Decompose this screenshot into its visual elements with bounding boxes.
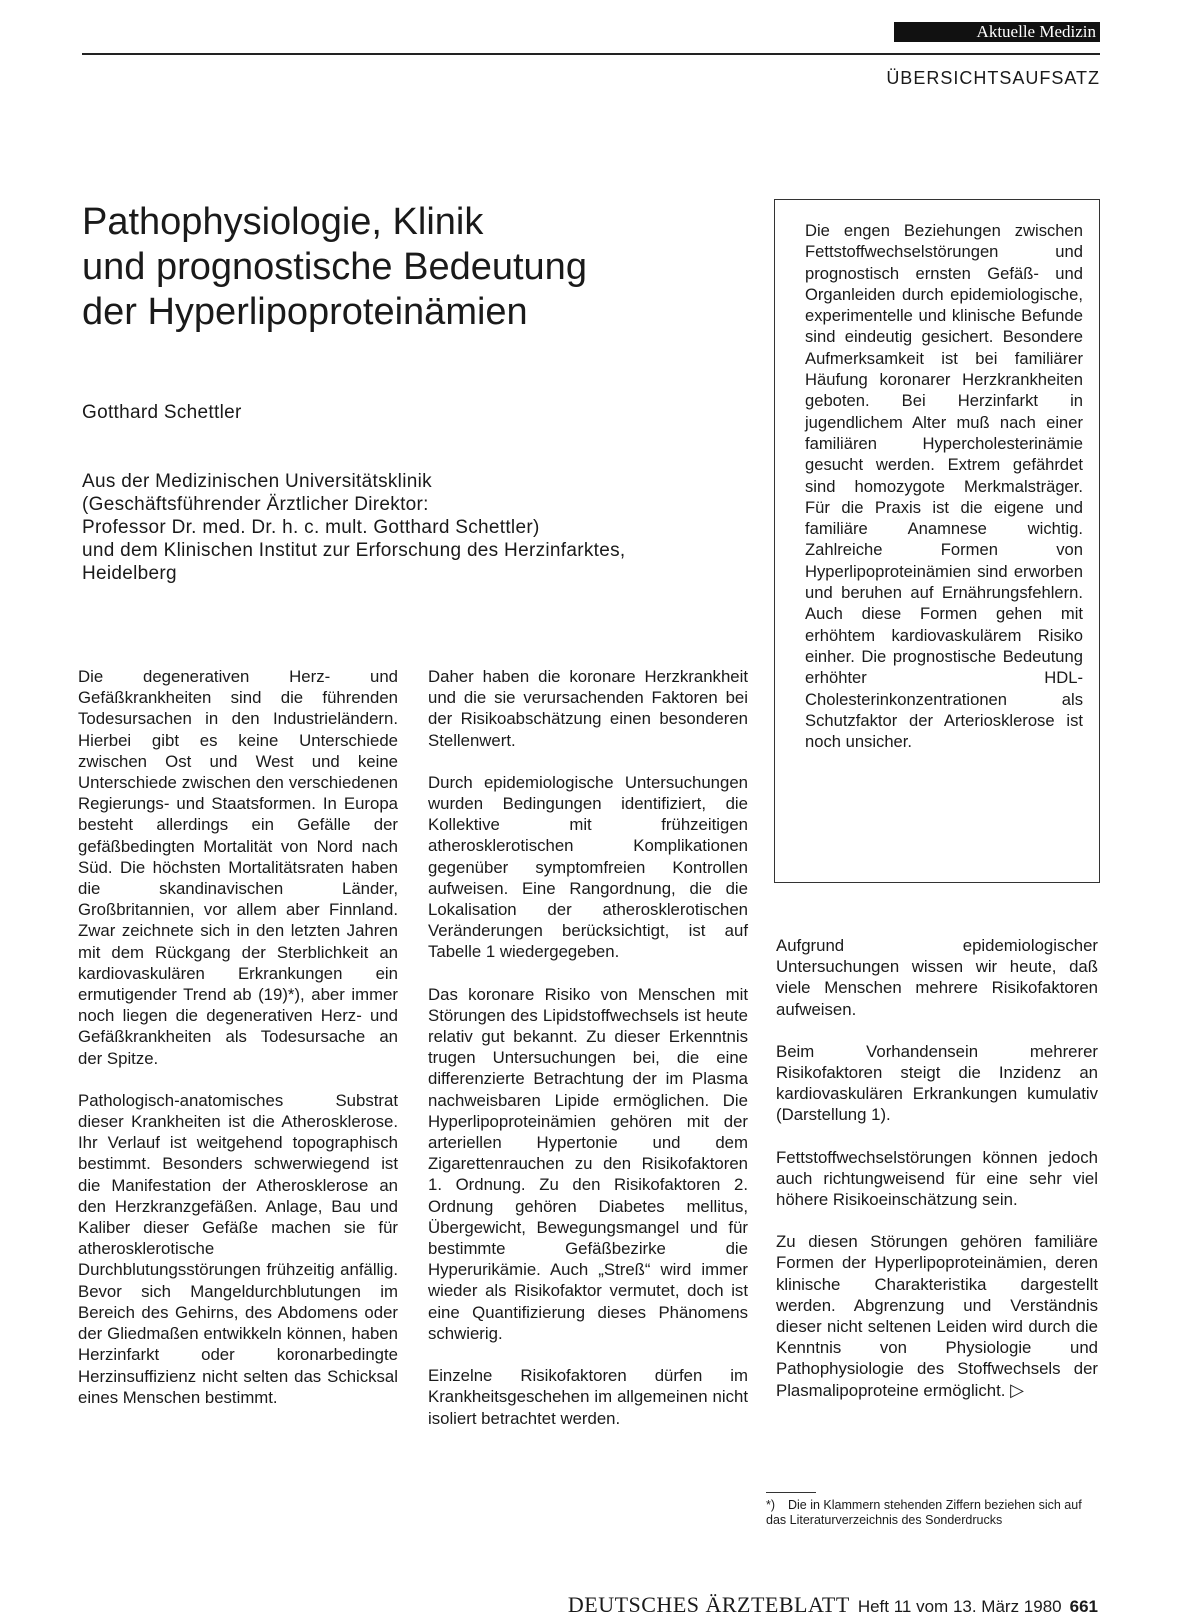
footnote-mark: *) xyxy=(766,1498,776,1512)
body-paragraph: Einzelne Risikofaktoren dürfen im Krankheitsgeschehen im allgemeinen nicht isoliert betrachtet werden. xyxy=(428,1366,748,1428)
affiliation-line: Heidelberg xyxy=(82,563,177,584)
page-number: 661 xyxy=(1069,1597,1098,1616)
body-paragraph: Aufgrund epidemiologischer Untersuchungen wissen wir heute, daß viele Menschen mehrere Risikofaktoren aufweisen. xyxy=(776,936,1098,1019)
body-paragraph: Fettstoffwechselstörungen können jedoch auch richtungweisend für eine sehr viel höhere Risikoeinschätzung sein. xyxy=(776,1147,1098,1210)
issue-info: Heft 11 vom 13. März 1980 xyxy=(857,1597,1062,1616)
affiliation-line: (Geschäftsführender Ärztlicher Direktor: xyxy=(82,494,429,515)
footnote-text: Die in Klammern stehenden Ziffern beziehen sich auf das Literaturverzeichnis des Sonderdrucks xyxy=(766,1498,1082,1527)
summary-box xyxy=(774,199,1100,883)
body-column-3 xyxy=(776,935,1098,1422)
article-type: ÜBERSICHTSAUFSATZ xyxy=(886,68,1100,88)
affiliation-line: und dem Klinischen Institut zur Erforschung des Herzinfarktes, xyxy=(82,540,626,561)
summary-text: Die engen Beziehungen zwischen Fettstoffwechselstörungen und prognostisch ernsten Gefäß- und Organleiden durch epidemiologische, experimentelle und klinische Befunde sind eindeutig gesichert. Besondere Aufmerksamkeit ist bei familiärer Häufung koronarer Herzkrankheiten geboten. Bei Herzinfarkt in jugendlichem Alter muß nach einer familiären Hypercholesterinämie gesucht werden. Extrem gefährdet sind homozygote Merkmalsträger. Für die Praxis ist die eigene und familiäre Anamnese wichtig. Zahlreiche Formen von Hyperlipoproteinämien sind erworben und beruhen auf Ernährungsfehlern. Auch diese Formen gehen mit erhöhtem kardiovaskulärem Risiko einher. Die prognostische Bedeutung erhöhter HDL-Cholesterinkonzentrationen als Schutzfaktor der Arteriosklerose ist noch unsicher. xyxy=(805,221,1083,752)
body-paragraph: Pathologisch-anatomisches Substrat dieser Krankheiten ist die Atherosklerose. Ihr Verlauf ist weitgehend topographisch bestimmt. Besonders schwerwiegend ist die Manifestation der Atherosklerose an den Herzkranzgefäßen. Anlage, Bau und Kaliber dieser Gefäße machen sie für atherosklerotische Durchblutungsstörungen frühzeitig anfällig. Bevor sich Mangeldurchblutungen im Bereich des Gehirns, des Abdomens oder der Gliedmaßen entwikkeln können, haben Herzinfarkt oder koronarbedingte Herzinsuffizienz nicht selten das Schicksal eines Menschen bestimmt. xyxy=(78,1090,398,1407)
title-line: und prognostische Bedeutung xyxy=(82,246,587,288)
affiliation xyxy=(82,470,782,585)
body-paragraph: Die degenerativen Herz- und Gefäßkrankheiten sind die führenden Todesursachen in den Industrieländern. Hierbei gibt es keine Unterschiede zwischen Ost und West und keine Unterschiede zwischen den verschiedenen Regierungs- und Staatsformen. In Europa besteht allerdings ein Gefälle der gefäßbedingten Mortalität von Nord nach Süd. Die höchsten Mortalitätsraten haben die skandinavischen Länder, Großbritannien, vor allem aber Finnland. Zwar zeichnete sich in den letzten Jahren mit dem Rückgang der Sterblichkeit an kardiovaskulären Erkrankungen ein ermutigender Trend ab (19)*), aber immer noch liegen die degenerativen Herz- und Gefäßkrankheiten als Todesursache an der Spitze. xyxy=(78,667,398,1068)
footnote-rule xyxy=(766,1492,816,1493)
continue-arrow-icon: ▷ xyxy=(1010,1379,1024,1400)
body-column-1 xyxy=(78,666,398,1429)
body-paragraph: Beim Vorhandensein mehrerer Risikofaktoren steigt die Inzidenz an kardiovaskulären Erkrankungen kumulativ (Darstellung 1). xyxy=(776,1041,1098,1125)
article-title xyxy=(82,200,722,335)
body-paragraph: Durch epidemiologische Untersuchungen wurden Bedingungen identifiziert, die Kollektive mit frühzeitigen atherosklerotischen Komplikationen gegenüber symptomfreien Kontrollen aufweisen. Eine Rangordnung, die die Lokalisation der atherosklerotischen Veränderungen berücksichtigt, ist auf Tabelle 1 wiedergegeben. xyxy=(428,772,748,962)
title-line: der Hyperlipoproteinämien xyxy=(82,291,528,333)
author: Gotthard Schettler xyxy=(82,402,242,423)
body-paragraph: Das koronare Risiko von Menschen mit Störungen des Lipidstoffwechsels ist heute relativ gut bekannt. Zu dieser Erkenntnis trugen Untersuchungen bei, die eine differenzierte Betrachtung der im Plasma nachweisbaren Lipide ermöglichen. Die Hyperlipoproteinämien gehören mit der arteriellen Hypertonie und dem Zigarettenrauchen zu den Risikofaktoren 1. Ordnung. Zu den Risikofaktoren 2. Ordnung gehören Diabetes mellitus, Übergewicht, Bewegungsmangel und für bestimmte Gefäßbezirke die Hyperurikämie. Auch „Streß“ wird immer wieder als Risikofaktor vermutet, doch ist eine Quantifizierung dieses Phänomens schwierig. xyxy=(428,984,748,1343)
affiliation-line: Professor Dr. med. Dr. h. c. mult. Gotthard Schettler) xyxy=(82,517,540,538)
body-paragraph-text: Zu diesen Störungen gehören familiäre Formen der Hyperlipoproteinämien, deren klinische Charakteristika dargestellt werden. Abgrenzung und Verständnis dieser nicht seltenen Leiden wird durch die Kenntnis von Physiologie und Pathophysiologie des Stoffwechsels der Plasmalipoproteine ermöglicht. xyxy=(776,1232,1098,1400)
footnote xyxy=(766,1498,1098,1528)
body-paragraph: Daher haben die koronare Herzkrankheit und die sie verursachenden Faktoren bei der Risikoabschätzung einen besonderen Stellenwert. xyxy=(428,667,748,750)
body-paragraph-last xyxy=(776,1231,1098,1401)
page-footer xyxy=(470,1592,1098,1618)
section-tag: Aktuelle Medizin xyxy=(894,22,1100,42)
affiliation-line: Aus der Medizinischen Universitätsklinik xyxy=(82,471,432,492)
journal-name: DEUTSCHES ÄRZTEBLATT xyxy=(567,1592,850,1617)
title-line: Pathophysiologie, Klinik xyxy=(82,201,484,243)
header-rule xyxy=(82,53,1100,55)
body-column-2 xyxy=(428,666,748,1450)
